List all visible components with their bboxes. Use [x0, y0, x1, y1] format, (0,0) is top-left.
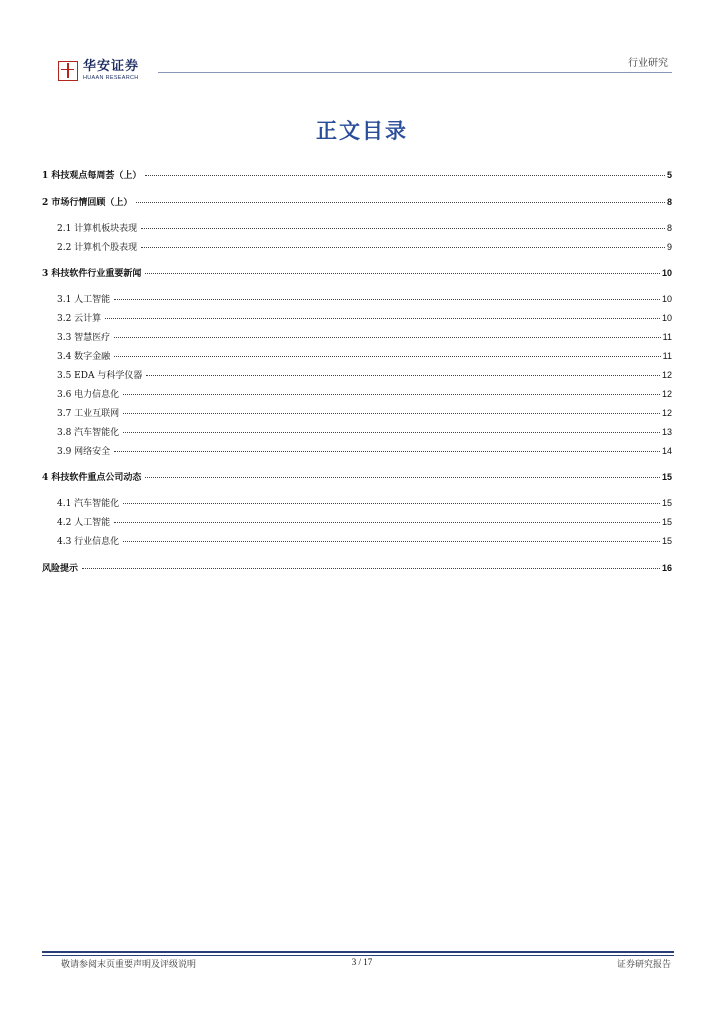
toc-leader-dots	[145, 175, 665, 176]
toc-entry[interactable]	[57, 221, 672, 235]
toc-entry-page: 14	[661, 446, 672, 456]
toc-entry-page: 15	[661, 517, 672, 527]
toc-entry-page: 12	[661, 370, 672, 380]
toc-entry-page: 11	[662, 351, 672, 361]
logo-cn: 华安证券	[83, 59, 140, 74]
toc-entry-label: 2 市场行情回顾（上）	[42, 198, 133, 208]
toc-leader-dots	[114, 522, 660, 523]
toc-leader-dots	[114, 451, 660, 452]
toc-entry-page: 10	[661, 313, 672, 323]
toc-entry[interactable]	[57, 240, 672, 254]
toc-entry-page: 8	[666, 223, 672, 233]
toc-entry-label: 4 科技软件重点公司动态	[42, 473, 142, 483]
toc-entry-page: 12	[661, 389, 672, 399]
toc-entry-page: 12	[661, 408, 672, 418]
toc-entry[interactable]	[42, 561, 672, 575]
toc-leader-dots	[123, 413, 660, 414]
toc-entry[interactable]	[57, 406, 672, 420]
toc-entry-page: 5	[666, 170, 672, 180]
toc-leader-dots	[123, 432, 660, 433]
toc-entry[interactable]	[42, 168, 672, 182]
toc-leader-dots	[123, 541, 660, 542]
toc-entry[interactable]	[57, 387, 672, 401]
report-category: 行业研究	[628, 58, 668, 69]
toc-entry-label: 4.2 人工智能	[57, 518, 111, 528]
toc-entry[interactable]	[57, 311, 672, 325]
toc-entry-page: 15	[661, 536, 672, 546]
page-number: 3 / 17	[351, 957, 373, 967]
toc-entry-page: 13	[661, 427, 672, 437]
toc-leader-dots	[114, 299, 660, 300]
toc-entry-label: 3 科技软件行业重要新闻	[42, 269, 142, 279]
toc-leader-dots	[145, 273, 660, 274]
toc-entry[interactable]	[57, 496, 672, 510]
toc-entry[interactable]	[57, 368, 672, 382]
footer-disclaimer: 敬请参阅末页重要声明及评级说明	[61, 960, 197, 970]
toc-entry-label: 3.8 汽车智能化	[57, 428, 120, 438]
toc-leader-dots	[114, 337, 660, 338]
toc-entry[interactable]	[42, 266, 672, 280]
toc-leader-dots	[141, 228, 665, 229]
toc-entry-page: 8	[666, 197, 672, 207]
toc-entry-label: 3.4 数字金融	[57, 352, 111, 362]
footer-divider	[42, 951, 674, 953]
toc-entry[interactable]	[57, 330, 672, 344]
toc-entry-label: 3.3 智慧医疗	[57, 333, 111, 343]
toc-entry[interactable]	[42, 195, 672, 209]
toc-entry-page: 10	[661, 268, 672, 278]
toc-entry[interactable]	[57, 292, 672, 306]
footer-report-type: 证券研究报告	[616, 960, 671, 970]
toc-entry-page: 9	[666, 242, 672, 252]
toc-entry-label: 1 科技观点每周荟（上）	[42, 171, 142, 181]
footer-divider-thin	[42, 955, 674, 956]
toc-entry-label: 4.1 汽车智能化	[57, 499, 120, 509]
toc-entry-label: 4.3 行业信息化	[57, 537, 120, 547]
toc-entry[interactable]	[57, 425, 672, 439]
toc-entry[interactable]	[57, 534, 672, 548]
toc-entry[interactable]	[42, 470, 672, 484]
toc-entry-label: 3.7 工业互联网	[57, 409, 120, 419]
toc-entry-page: 15	[661, 498, 672, 508]
toc-entry[interactable]	[57, 515, 672, 529]
toc-entry-label: 3.6 电力信息化	[57, 390, 120, 400]
toc-leader-dots	[146, 375, 660, 376]
toc-entry[interactable]	[57, 349, 672, 363]
logo-en: HUAAN RESEARCH	[83, 75, 139, 81]
toc-leader-dots	[145, 477, 660, 478]
toc-entry-label: 3.1 人工智能	[57, 295, 111, 305]
toc-entry-page: 10	[661, 294, 672, 304]
toc-entry-page: 11	[662, 332, 672, 342]
toc-leader-dots	[114, 356, 660, 357]
toc-entry-page: 16	[661, 563, 672, 573]
toc-leader-dots	[105, 318, 660, 319]
toc-entry-label: 3.5 EDA 与科学仪器	[57, 371, 143, 381]
page-title: 正文目录	[316, 118, 408, 143]
toc-entry-label: 风险提示	[42, 564, 79, 574]
toc-entry[interactable]	[57, 444, 672, 458]
toc-entry-label: 2.2 计算机个股表现	[57, 243, 138, 253]
toc-entry-label: 3.2 云计算	[57, 314, 102, 324]
toc-leader-dots	[141, 247, 665, 248]
toc-leader-dots	[123, 503, 660, 504]
toc-leader-dots	[136, 202, 665, 203]
toc-entry-label: 2.1 计算机板块表现	[57, 224, 138, 234]
toc-leader-dots	[82, 568, 660, 569]
toc-entry-page: 15	[661, 472, 672, 482]
toc-entry-label: 3.9 网络安全	[57, 447, 111, 457]
toc-leader-dots	[123, 394, 660, 395]
